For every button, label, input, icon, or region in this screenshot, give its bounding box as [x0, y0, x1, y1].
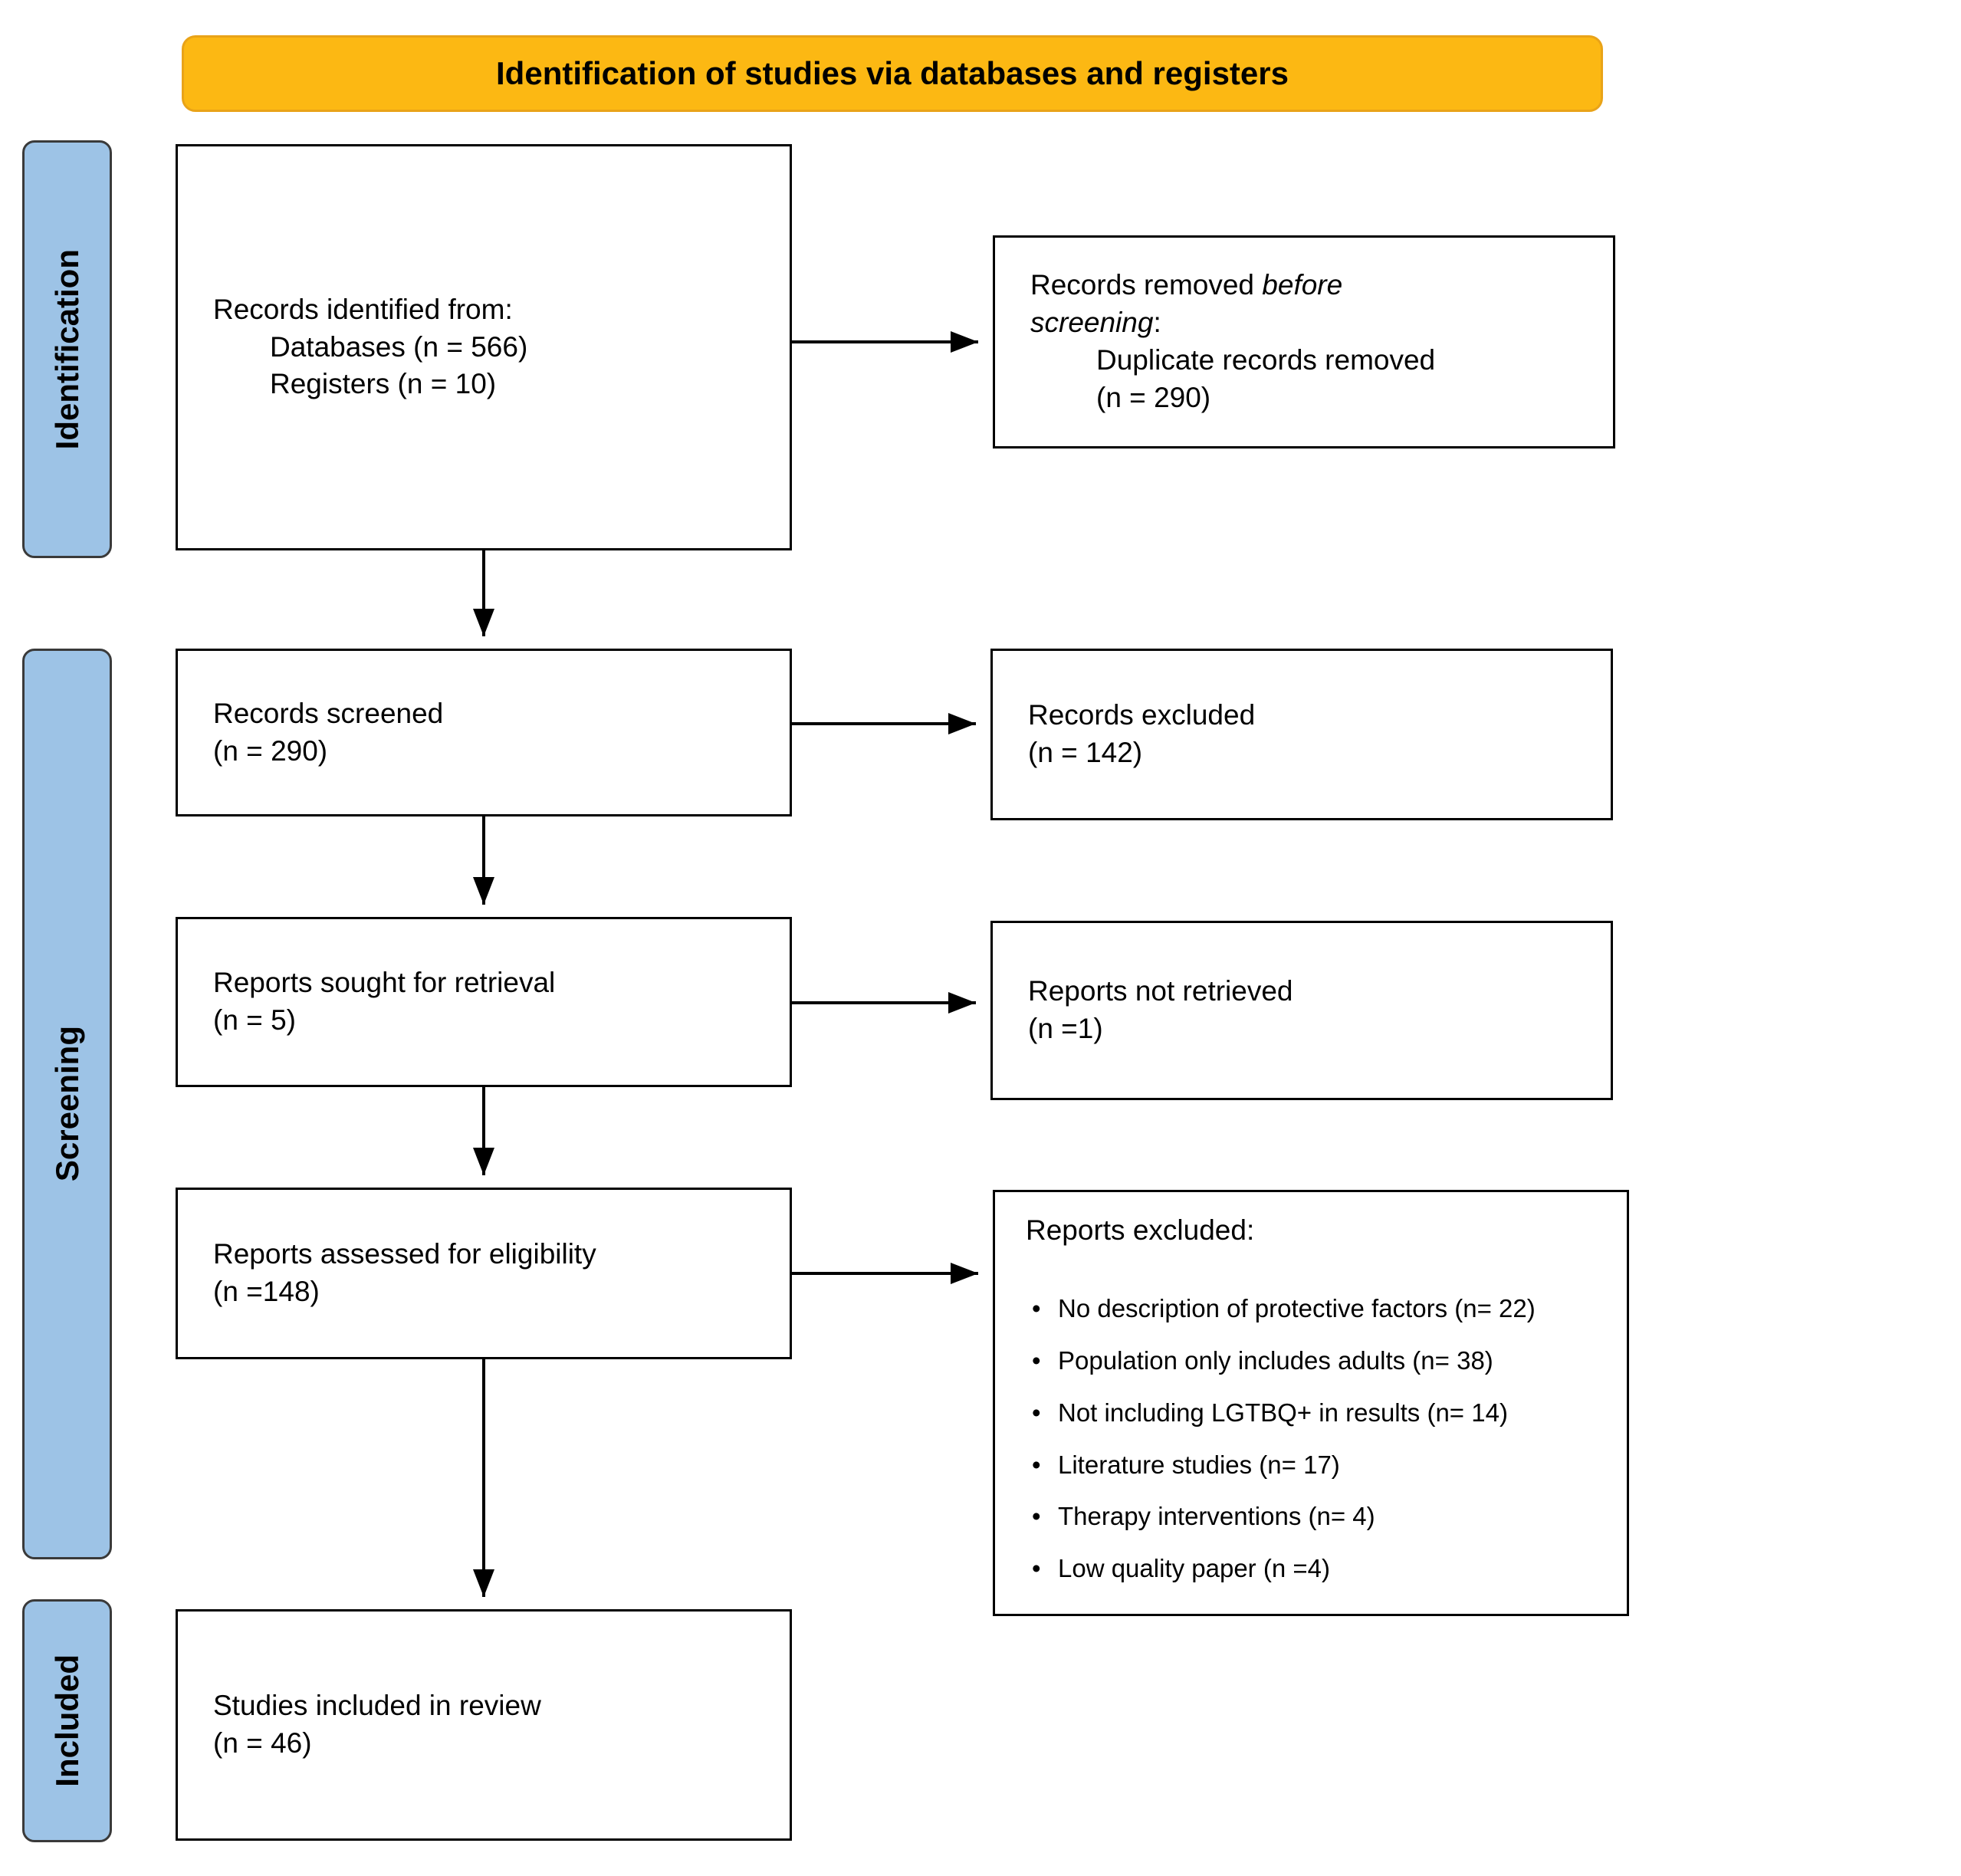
box-records-identified — [176, 144, 792, 550]
studies-included-line2: (n = 46) — [213, 1727, 312, 1759]
stage-label-included — [22, 1599, 112, 1842]
records-removed-line1: Records removed before — [1030, 269, 1343, 301]
box-records-excluded — [990, 649, 1613, 820]
records-removed-line3: Duplicate records removed — [1096, 344, 1436, 376]
reports-assessed-line2: (n =148) — [213, 1276, 320, 1307]
box-records-removed — [993, 235, 1615, 448]
box-reports-excluded — [993, 1190, 1629, 1616]
reports-assessed-line1: Reports assessed for eligibility — [213, 1238, 596, 1270]
records-screened-line2: (n = 290) — [213, 734, 328, 767]
reports-excluded-item: • Not including LGTBQ+ in results (n= 14) — [1026, 1397, 1608, 1430]
banner-title-text: Identification of studies via databases and registers — [496, 55, 1289, 91]
stage-label-identification — [22, 140, 112, 558]
stage-label-screening — [22, 649, 112, 1559]
reports-excluded-item: • Literature studies (n= 17) — [1026, 1449, 1608, 1482]
reports-sought-line2: (n = 5) — [213, 1004, 296, 1036]
box-reports-assessed — [176, 1188, 792, 1359]
records-excluded-line2: (n = 142) — [1028, 737, 1143, 768]
reports-excluded-item: • Population only includes adults (n= 38) — [1026, 1345, 1608, 1378]
reports-sought-line1: Reports sought for retrieval — [213, 967, 556, 999]
reports-not-retrieved-line2: (n =1) — [1028, 1013, 1103, 1044]
banner-title — [182, 35, 1603, 112]
reports-excluded-header: Reports excluded: — [1026, 1214, 1255, 1246]
studies-included-line1: Studies included in review — [213, 1690, 541, 1722]
records-identified-line1: Records identified from: — [213, 293, 513, 325]
records-identified-line3: Registers (n = 10) — [270, 368, 497, 400]
records-identified-line2: Databases (n = 566) — [270, 330, 528, 363]
records-screened-line1: Records screened — [213, 697, 444, 729]
reports-not-retrieved-line1: Reports not retrieved — [1028, 975, 1293, 1007]
reports-excluded-item: • No description of protective factors (n= 22) — [1026, 1293, 1608, 1326]
box-reports-sought — [176, 917, 792, 1087]
records-removed-line4: (n = 290) — [1096, 381, 1211, 413]
stage-label-identification-text: Identification — [48, 248, 85, 450]
box-reports-not-retrieved — [990, 921, 1613, 1100]
reports-excluded-item: • Therapy interventions (n= 4) — [1026, 1500, 1608, 1533]
reports-excluded-item: • Low quality paper (n =4) — [1026, 1552, 1608, 1585]
records-removed-line2: screening: — [1030, 307, 1161, 339]
stage-label-screening-text: Screening — [48, 1026, 85, 1182]
records-excluded-line1: Records excluded — [1028, 699, 1256, 731]
box-studies-included — [176, 1609, 792, 1841]
box-records-screened — [176, 649, 792, 816]
stage-label-included-text: Included — [48, 1654, 85, 1787]
